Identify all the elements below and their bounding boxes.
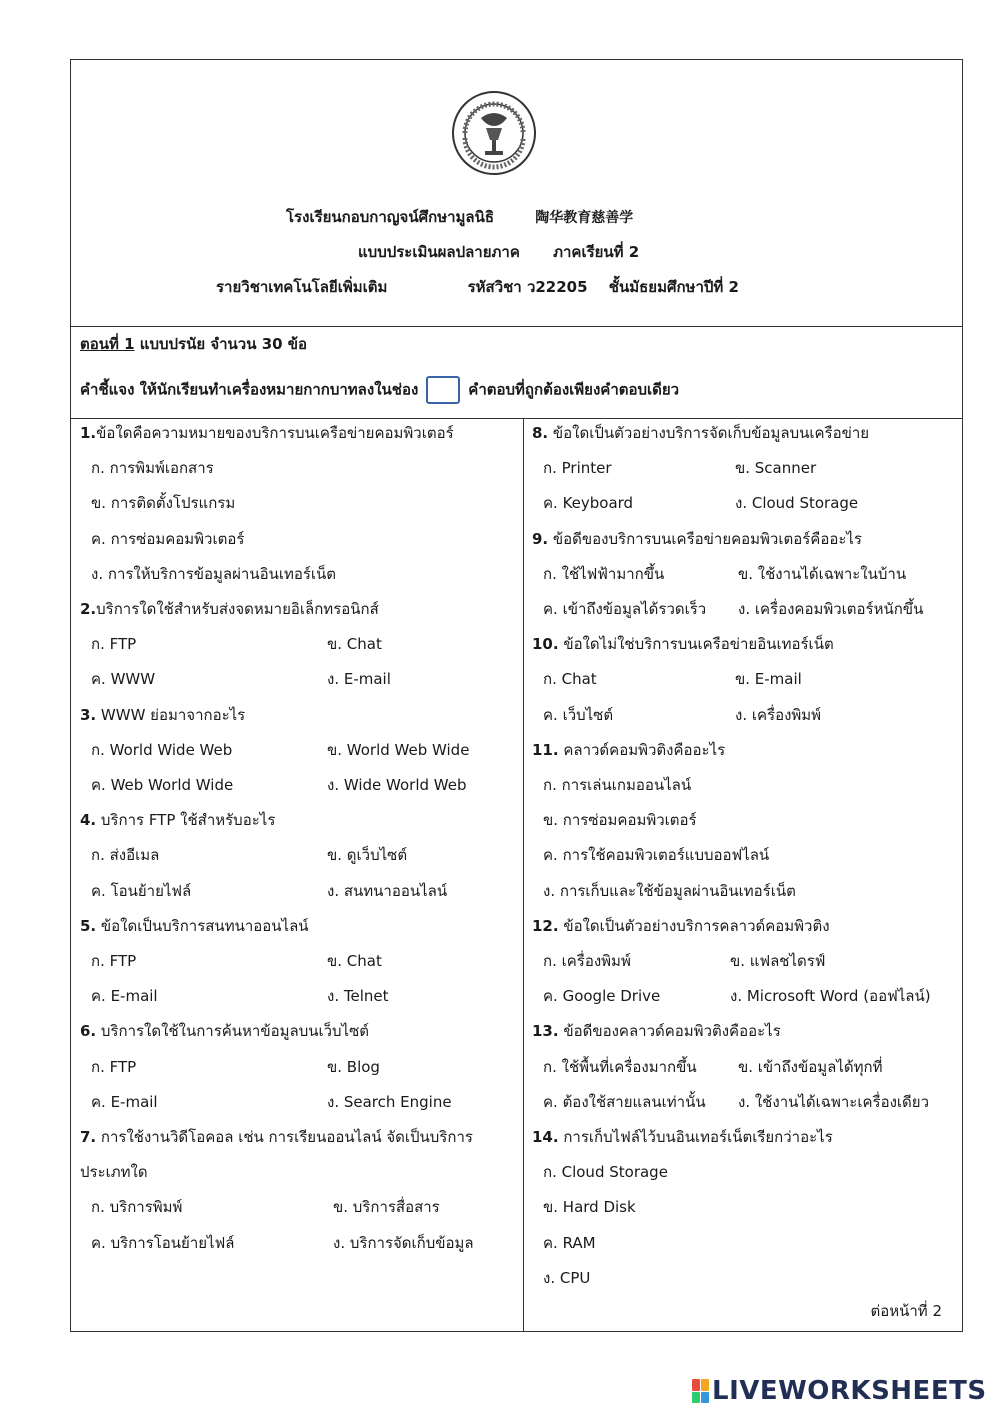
grade-level: ชั้นมัธยมศึกษาปีที่ 2 [608, 278, 739, 296]
questions-right-column [523, 418, 962, 1331]
answer-choice[interactable]: ค. Keyboard [543, 494, 634, 513]
question-text [532, 529, 862, 549]
answer-choice[interactable]: ง. ใช้งานได้เฉพาะเครื่องเดียว [738, 1092, 929, 1111]
question-number: 7. [80, 1128, 97, 1146]
exam-header [71, 60, 962, 327]
answer-choice[interactable]: ก. ใช้ไฟฟ้ามากขึ้น [543, 564, 665, 583]
answer-choice[interactable]: ง. Telnet [327, 987, 389, 1006]
question-number: 10. [532, 635, 559, 654]
question-text [80, 1127, 473, 1147]
question-body: ข้อใดเป็นตัวอย่างบริการจัดเก็บข้อมูลบนเครือข่าย [548, 424, 870, 442]
question-text-continued [80, 1162, 148, 1182]
answer-choice[interactable]: ก. การเล่นเกมออนไลน์ [543, 776, 692, 794]
question-number: 1. [80, 424, 97, 442]
answer-choice[interactable]: ก. FTP [91, 635, 137, 654]
question-body: บริการใดใช้สำหรับส่งจดหมายอิเล็กทรอนิกส์ [96, 600, 379, 618]
answer-choice[interactable]: ง. การเก็บและใช้ข้อมูลผ่านอินเทอร์เน็ต [543, 881, 796, 900]
subject-name: รายวิชาเทคโนโลยีเพิ่มเติม [216, 278, 388, 296]
question-text [80, 705, 245, 725]
question-body: ข้อใดเป็นตัวอย่างบริการคลาวด์คอมพิวติง [558, 916, 830, 935]
question-number: 9. [532, 529, 549, 548]
answer-choice[interactable]: ง. บริการจัดเก็บข้อมูล [333, 1233, 474, 1252]
answer-choice[interactable]: ข. การติดตั้งโปรแกรม [91, 494, 236, 513]
direction-text: คำชี้แจง ให้นักเรียนทำเครื่องหมายกากบาทลงในช่อง คำตอบที่ถูกต้องเพียงคำตอบเดียว [80, 376, 679, 404]
answer-choice[interactable]: ข. เข้าถึงข้อมูลได้ทุกที่ [738, 1057, 883, 1076]
question-text [532, 634, 834, 654]
answer-choice[interactable]: ง. CPU [543, 1268, 591, 1287]
answer-choice[interactable]: ข. ใช้งานได้เฉพาะในบ้าน [738, 564, 907, 583]
brand-mark-icon [692, 1379, 708, 1403]
answer-choice[interactable]: ง. เครื่องคอมพิวเตอร์หนักขึ้น [738, 600, 924, 618]
question-body: บริการ FTP ใช้สำหรับอะไร [96, 811, 276, 830]
answer-choice[interactable]: ค. RAM [543, 1233, 596, 1252]
question-body: WWW ย่อมาจากอะไร [96, 705, 246, 724]
answer-choice[interactable]: ค. E-mail [91, 1092, 158, 1111]
question-text [532, 740, 725, 760]
question-text [80, 916, 309, 936]
semester: ภาคเรียนที่ 2 [553, 243, 640, 261]
answer-choice[interactable]: ข. Chat [327, 635, 382, 654]
answer-choice[interactable]: ง. E-mail [327, 670, 391, 689]
answer-choice[interactable]: ก. World Wide Web [91, 740, 233, 759]
part-heading: ตอนที่ 1 แบบปรนัย จำนวน 30 ข้อ [80, 335, 308, 353]
question-number: 3. [80, 705, 97, 724]
answer-choice[interactable]: ค. เว็บไซต์ [543, 705, 614, 724]
liveworksheets-logo [692, 1376, 987, 1406]
answer-choice[interactable]: ค. บริการโอนย้ายไฟล์ [91, 1233, 235, 1252]
subject-code: รหัสวิชา ว22205 [467, 278, 588, 296]
question-number: 6. [80, 1022, 97, 1041]
answer-checkbox-sample [426, 376, 460, 404]
brand-name: LIVEWORKSHEETS [712, 1376, 987, 1406]
question-body: ข้อดีของคลาวด์คอมพิวติงคืออะไร [558, 1022, 781, 1041]
answer-choice[interactable]: ก. FTP [91, 952, 137, 970]
question-body: ประเภทใด [80, 1163, 148, 1182]
question-body: ข้อใดเป็นบริการสนทนาออนไลน์ [96, 916, 309, 935]
answer-choice[interactable]: ง. การให้บริการข้อมูลผ่านอินเทอร์เน็ต [91, 564, 337, 583]
answer-choice[interactable]: ง. Search Engine [327, 1092, 452, 1111]
school-seal-logo [451, 90, 537, 176]
continue-page-note: ต่อหน้าที่ 2 [870, 1302, 942, 1320]
question-text [80, 423, 454, 443]
question-body: ข้อดีของบริการบนเครือข่ายคอมพิวเตอร์คืออะไร [548, 529, 862, 548]
question-body: การใช้งานวิดีโอคอล เช่น การเรียนออนไลน์ จัดเป็นบริการ [96, 1128, 473, 1146]
answer-choice[interactable]: ค. E-mail [91, 987, 158, 1006]
answer-choice[interactable]: ค. ต้องใช้สายแลนเท่านั้น [543, 1092, 706, 1111]
brand-square [701, 1379, 709, 1391]
answer-choice[interactable]: ค. Google Drive [543, 987, 661, 1006]
brand-square [692, 1379, 700, 1391]
question-number: 4. [80, 811, 97, 830]
answer-choice[interactable]: ก. บริการพิมพ์ [91, 1198, 183, 1217]
school-name: โรงเรียนกอบกาญจน์ศึกษามูลนิธิ 陶华教育慈善学 [286, 208, 634, 226]
brand-square [701, 1392, 709, 1404]
assessment-title: แบบประเมินผลปลายภาค ภาคเรียนที่ 2 [358, 243, 640, 261]
question-body: ข้อใดคือความหมายของบริการบนเครือข่ายคอมพิวเตอร์ [96, 424, 454, 442]
brand-square [692, 1392, 700, 1404]
answer-choice[interactable]: ค. การซ่อมคอมพิวเตอร์ [91, 529, 245, 548]
question-text [80, 599, 379, 619]
answer-choice[interactable]: ก. ใช้พื้นที่เครื่องมากขึ้น [543, 1057, 697, 1076]
answer-choice[interactable]: ก. ส่งอีเมล [91, 846, 160, 865]
answer-choice[interactable]: ข. การซ่อมคอมพิวเตอร์ [543, 811, 697, 830]
answer-choice[interactable]: ก. เครื่องพิมพ์ [543, 952, 631, 970]
answer-choice[interactable]: ก. Chat [543, 670, 597, 689]
answer-choice[interactable]: ง. สนทนาออนไลน์ [327, 881, 448, 900]
question-text [532, 1021, 781, 1041]
answer-choice[interactable]: ข. บริการสื่อสาร [333, 1198, 440, 1217]
answer-choice[interactable]: ข. World Web Wide [327, 740, 470, 759]
questions-left-column [71, 418, 524, 1331]
question-number: 2. [80, 600, 97, 618]
answer-choice[interactable]: ค. Web World Wide [91, 776, 234, 794]
answer-choice[interactable]: ค. โอนย้ายไฟล์ [91, 881, 192, 900]
question-text [532, 1127, 833, 1147]
school-name-cn: 陶华教育慈善学 [535, 210, 634, 226]
answer-choice[interactable]: ก. Cloud Storage [543, 1163, 668, 1182]
answer-choice[interactable]: ง. Microsoft Word (ออฟไลน์) [730, 987, 931, 1006]
question-body: คลาวด์คอมพิวติงคืออะไร [558, 740, 726, 759]
answer-choice[interactable]: ก. FTP [91, 1057, 137, 1076]
question-body: ข้อใดไม่ใช่บริการบนเครือข่ายอินเทอร์เน็ต [558, 635, 834, 654]
question-number: 13. [532, 1022, 559, 1041]
answer-choice[interactable]: ข. แฟลชไดรฟ์ [730, 952, 826, 970]
question-number: 12. [532, 916, 559, 935]
question-body: บริการใดใช้ในการค้นหาข้อมูลบนเว็บไซต์ [96, 1022, 370, 1041]
question-number: 8. [532, 424, 549, 442]
question-number: 5. [80, 916, 97, 935]
question-text [532, 423, 869, 443]
answer-choice[interactable]: ข. E-mail [735, 670, 802, 689]
answer-choice[interactable]: ง. เครื่องพิมพ์ [735, 705, 822, 724]
answer-choice[interactable]: ข. Blog [327, 1057, 380, 1076]
answer-choice[interactable]: ง. Wide World Web [327, 776, 467, 794]
answer-choice[interactable]: ก. Printer [543, 459, 612, 478]
question-number: 11. [532, 740, 559, 759]
answer-choice[interactable]: ข. Hard Disk [543, 1198, 636, 1217]
answer-choice[interactable]: ง. Cloud Storage [735, 494, 859, 513]
answer-choice[interactable]: ก. การพิมพ์เอกสาร [91, 459, 214, 478]
answer-choice[interactable]: ข. Chat [327, 952, 382, 970]
question-text [80, 810, 275, 830]
question-text [80, 1021, 369, 1041]
answer-choice[interactable]: ค. เข้าถึงข้อมูลได้รวดเร็ว [543, 600, 707, 618]
answer-choice[interactable]: ค. การใช้คอมพิวเตอร์แบบออฟไลน์ [543, 846, 770, 865]
question-body: การเก็บไฟล์ไว้บนอินเทอร์เน็ตเรียกว่าอะไร [558, 1128, 833, 1146]
instructions-block [71, 326, 962, 419]
answer-choice[interactable]: ค. WWW [91, 670, 156, 689]
subject-line [216, 275, 739, 299]
worksheet-frame [70, 59, 963, 1332]
answer-choice[interactable]: ข. ดูเว็บไซต์ [327, 846, 408, 865]
question-number: 14. [532, 1128, 559, 1146]
question-text [532, 916, 830, 936]
answer-choice[interactable]: ข. Scanner [735, 459, 817, 478]
